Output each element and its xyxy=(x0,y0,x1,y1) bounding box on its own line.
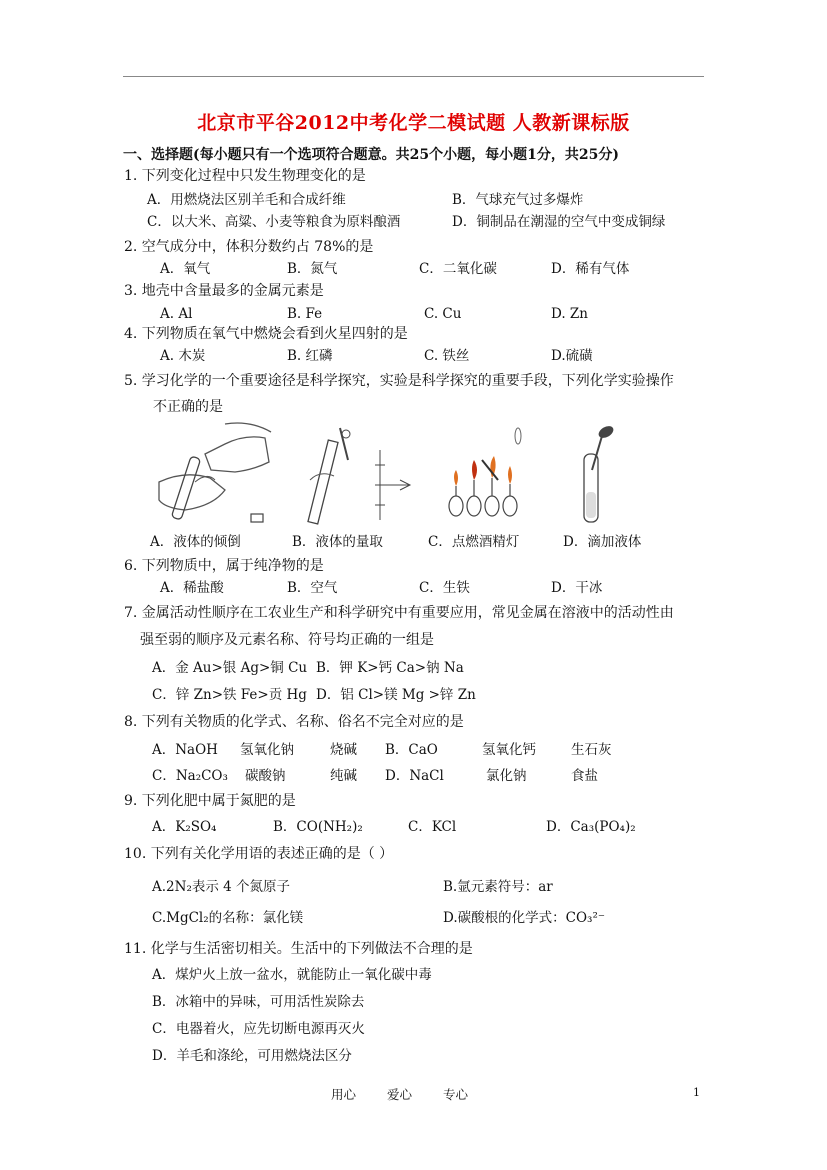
footer-middle: 爱心 xyxy=(387,1087,413,1102)
q9-option-d: D．Ca₃(PO₄)₂ xyxy=(546,819,636,835)
page-number: 1 xyxy=(693,1086,700,1099)
q10-option-d: D.碳酸根的化学式：CO₃²⁻ xyxy=(443,910,605,926)
q6-option-b: B．空气 xyxy=(287,580,338,596)
q9-stem: 9. 下列化肥中属于氮肥的是 xyxy=(124,793,296,809)
q4-stem: 4. 下列物质在氧气中燃烧会看到火星四射的是 xyxy=(124,326,408,342)
q4-option-d: D.硫磺 xyxy=(551,348,593,364)
q7-option-b: B．钾 K>钙 Ca>钠 Na xyxy=(316,660,464,676)
q2-option-b: B．氮气 xyxy=(287,261,338,277)
q2-option-d: D．稀有气体 xyxy=(551,261,630,277)
q8-row2-formula-c: C．Na₂CO₃ xyxy=(152,768,228,784)
header-rule xyxy=(123,76,704,77)
measuring-liquid-figure xyxy=(300,420,420,528)
q8-stem: 8. 下列有关物质的化学式、名称、俗名不完全对应的是 xyxy=(124,714,464,730)
q4-option-b: B. 红磷 xyxy=(287,348,333,364)
q8-row2-name-c: 碳酸钠 xyxy=(245,768,286,784)
pouring-liquid-figure xyxy=(155,420,275,528)
q1-option-b: B．气球充气过多爆炸 xyxy=(452,192,584,208)
q11-option-c: C．电器着火，应先切断电源再灭火 xyxy=(152,1021,365,1037)
q4-option-c: C. 铁丝 xyxy=(424,348,470,364)
q3-stem: 3. 地壳中含量最多的金属元素是 xyxy=(124,283,324,299)
q5-stem-cont: 不正确的是 xyxy=(153,399,223,415)
q5-option-b: B．液体的量取 xyxy=(292,534,383,550)
q7-option-c: C．锌 Zn>铁 Fe>贡 Hg xyxy=(152,687,307,703)
q6-option-c: C．生铁 xyxy=(419,580,470,596)
q10-option-b: B.氩元素符号：ar xyxy=(443,879,553,895)
q1-option-d: D．铜制品在潮湿的空气中变成铜绿 xyxy=(452,214,666,230)
q5-option-c: C．点燃酒精灯 xyxy=(428,534,520,550)
q11-option-d: D．羊毛和涤纶，可用燃烧法区分 xyxy=(152,1048,352,1064)
q10-stem: 10. 下列有关化学用语的表述正确的是（ ） xyxy=(124,846,394,862)
q11-stem: 11. 化学与生活密切相关。生活中的下列做法不合理的是 xyxy=(124,941,473,957)
q7-stem-cont: 强至弱的顺序及元素名称、符号均正确的一组是 xyxy=(140,632,434,648)
q7-option-d: D．铝 Cl>镁 Mg >锌 Zn xyxy=(316,687,476,703)
q10-option-c: C.MgCl₂的名称：氯化镁 xyxy=(152,910,304,926)
q7-stem: 7. 金属活动性顺序在工农业生产和科学研究中有重要应用，常见金属在溶液中的活动性由 xyxy=(124,605,674,621)
q9-option-a: A．K₂SO₄ xyxy=(152,819,217,835)
q8-row1-common-a: 烧碱 xyxy=(330,742,357,758)
q11-option-a: A．煤炉火上放一盆水，就能防止一氧化碳中毒 xyxy=(152,967,432,983)
q8-row1-common-b: 生石灰 xyxy=(571,742,612,758)
q1-stem: 1. 下列变化过程中只发生物理变化的是 xyxy=(124,168,366,184)
q10-option-a: A.2N₂表示 4 个氮原子 xyxy=(152,879,291,895)
q11-option-b: B．冰箱中的异味，可用活性炭除去 xyxy=(152,994,365,1010)
q9-option-b: B．CO(NH₂)₂ xyxy=(273,819,363,835)
q9-option-c: C．KCl xyxy=(408,819,457,835)
q6-stem: 6. 下列物质中，属于纯净物的是 xyxy=(124,558,324,574)
q8-row2-formula-d: D．NaCl xyxy=(385,768,444,784)
q2-stem: 2. 空气成分中，体积分数约占 78%的是 xyxy=(124,239,374,255)
q8-row1-name-b: 氢氧化钙 xyxy=(482,742,536,758)
q5-option-d: D．滴加液体 xyxy=(563,534,642,550)
q6-option-d: D．干冰 xyxy=(551,580,603,596)
page-title: 北京市平谷2012中考化学二模试题 人教新课标版 xyxy=(197,112,630,134)
q2-option-a: A．氧气 xyxy=(160,261,211,277)
q3-option-a: A. Al xyxy=(160,306,193,322)
q3-option-c: C. Cu xyxy=(424,306,462,322)
q6-option-a: A．稀盐酸 xyxy=(160,580,224,596)
q4-option-a: A. 木炭 xyxy=(160,348,206,364)
q8-row2-common-d: 食盐 xyxy=(571,768,598,784)
q7-option-a: A．金 Au>银 Ag>铜 Cu xyxy=(152,660,308,676)
q3-option-b: B. Fe xyxy=(287,306,323,322)
q8-row1-formula-a: A．NaOH xyxy=(152,742,218,758)
q8-row1-formula-b: B．CaO xyxy=(385,742,438,758)
q5-option-a: A．液体的倾倒 xyxy=(150,534,241,550)
footer-right: 专心 xyxy=(443,1087,469,1102)
q8-row2-name-d: 氯化钠 xyxy=(486,768,527,784)
q3-option-d: D. Zn xyxy=(551,306,588,322)
q1-option-a: A．用燃烧法区别羊毛和合成纤维 xyxy=(147,192,346,208)
q2-option-c: C．二氧化碳 xyxy=(419,261,497,277)
q8-row1-name-a: 氢氧化钠 xyxy=(240,742,294,758)
q1-option-c: C．以大米、高粱、小麦等粮食为原料酿酒 xyxy=(147,214,401,230)
alcohol-lamp-figure xyxy=(440,420,550,528)
q5-stem: 5. 学习化学的一个重要途径是科学探究，实验是科学探究的重要手段，下列化学实验操作 xyxy=(124,373,674,389)
section-heading: 一、选择题(每小题只有一个选项符合题意。共25个小题，每小题1分，共25分) xyxy=(123,147,619,163)
footer-left: 用心 xyxy=(331,1087,357,1102)
q8-row2-common-c: 纯碱 xyxy=(330,768,357,784)
dropping-liquid-figure xyxy=(570,420,630,528)
